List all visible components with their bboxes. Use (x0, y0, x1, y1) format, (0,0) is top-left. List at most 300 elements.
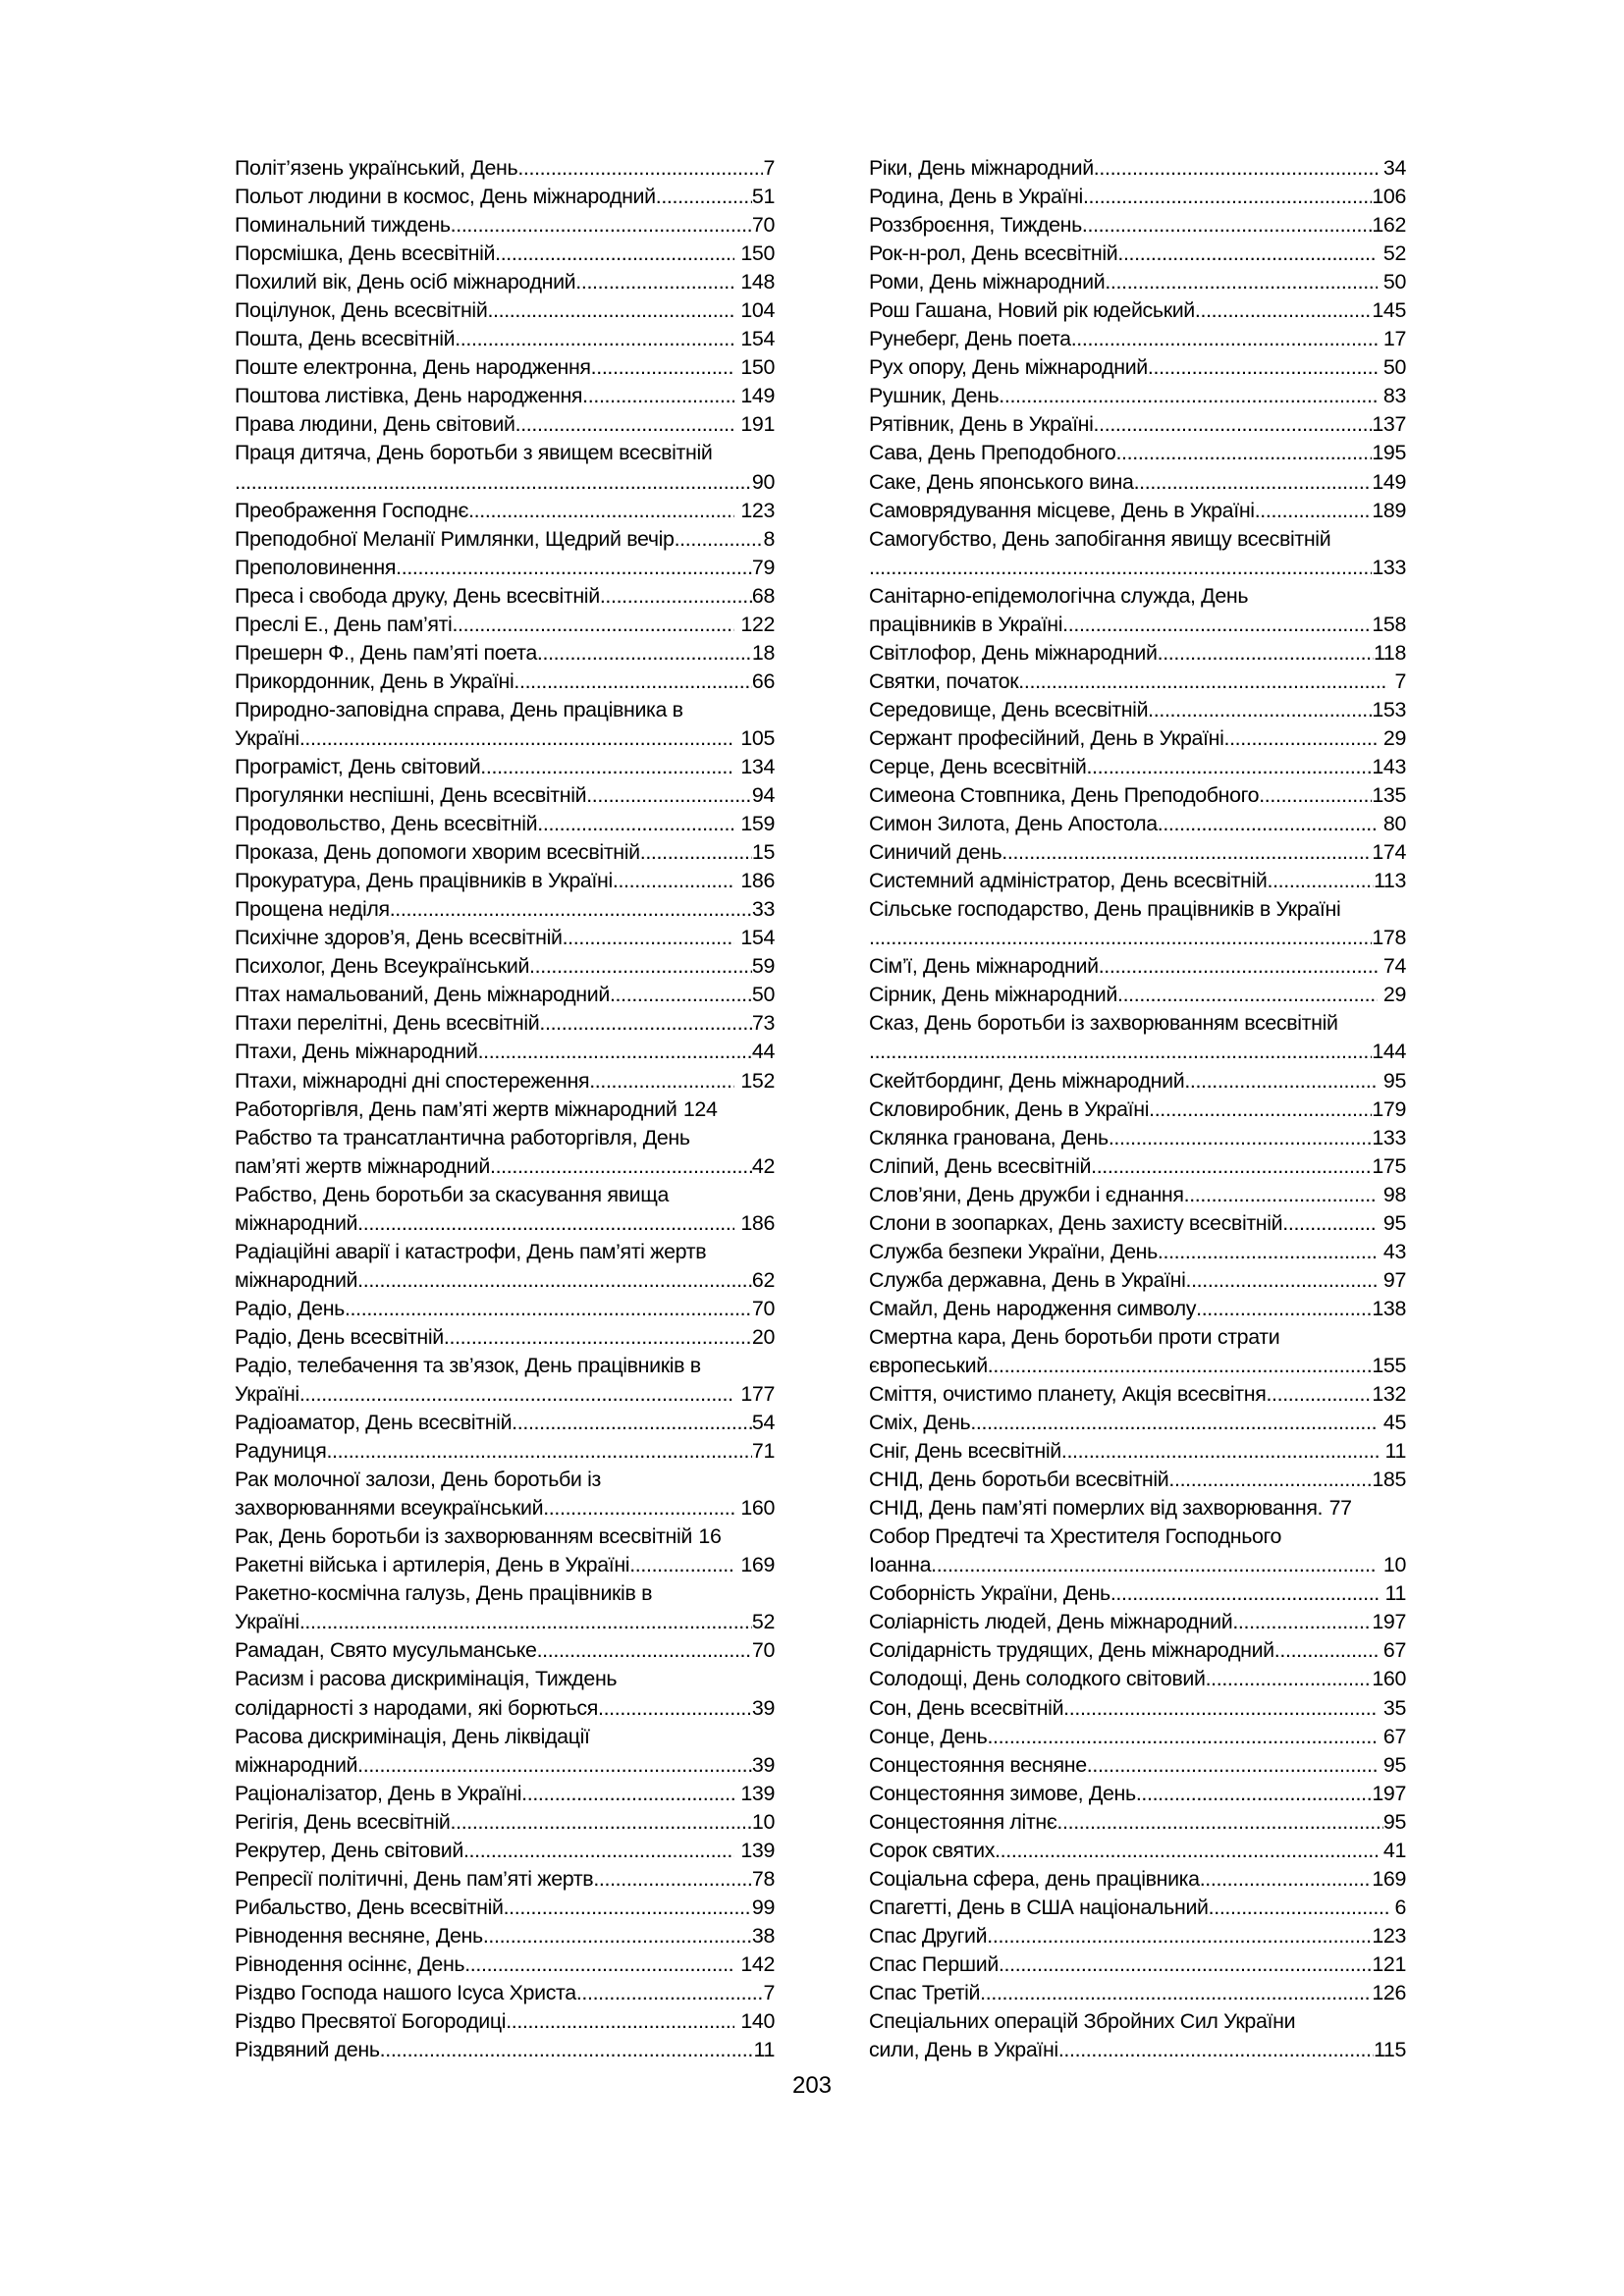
entry-term: Соліарність людей, День міжнародний (869, 1610, 1233, 1634)
entry-term: Прокуратура, День працівників в Україні (235, 869, 613, 893)
dot-leader (1209, 1894, 1388, 1922)
entry-last-line (235, 1522, 775, 1551)
dot-leader (506, 2007, 734, 2036)
entry-page-number: 150 (740, 355, 775, 380)
entry-term-line: Рабство, День боротьби за скасування явища (235, 1182, 670, 1206)
dot-leader (444, 1323, 752, 1352)
index-entry (869, 1808, 1406, 1837)
entry-page-number: 35 (1382, 1695, 1406, 1720)
index-entry (869, 1494, 1406, 1522)
index-entry (235, 240, 775, 268)
entry-last-line (235, 1380, 775, 1409)
dot-leader (451, 1808, 752, 1837)
index-entry (869, 753, 1406, 781)
index-entry (869, 1636, 1406, 1665)
entry-page-number: 73 (751, 1011, 775, 1036)
entry-last-line (869, 497, 1406, 525)
dot-leader (463, 1837, 734, 1865)
entry-term: СНІД, День пам’яті померлих від захворювання. (869, 1496, 1324, 1521)
entry-page-number: 133 (1372, 555, 1406, 579)
index-entry (869, 1067, 1406, 1095)
entry-term-line: Рабство та трансатлантична работоргівля, День (235, 1125, 690, 1149)
dot-leader (1117, 240, 1377, 268)
index-entry (869, 1095, 1406, 1124)
entry-page-number: 162 (1372, 213, 1406, 238)
index-entry (235, 810, 775, 838)
index-entry (869, 1950, 1406, 1979)
dot-leader (537, 1636, 752, 1665)
entry-page-number: 41 (1382, 1838, 1406, 1862)
entry-term: Сонце, День (869, 1724, 988, 1748)
dot-leader (1082, 211, 1372, 240)
entry-term: Симон Зилота, День Апостола (869, 812, 1158, 836)
index-entry (235, 1295, 775, 1323)
index-entry (869, 952, 1406, 981)
entry-page-number: 154 (740, 327, 775, 351)
page-number: 203 (791, 2072, 833, 2099)
entry-term: Сніг, День всесвітній (869, 1439, 1061, 1464)
index-entry (235, 611, 775, 639)
index-entry (235, 296, 775, 325)
index-entry (235, 952, 775, 981)
index-entry (869, 1409, 1406, 1437)
index-entry (869, 1522, 1406, 1579)
index-entry (235, 1950, 775, 1979)
entry-page-number: 113 (1373, 869, 1406, 893)
dot-leader (483, 1922, 752, 1950)
index-entry (869, 497, 1406, 525)
entry-term: Спас Третій (869, 1981, 981, 2004)
dot-leader (1282, 1209, 1377, 1238)
entry-page-number: 195 (1372, 441, 1406, 465)
index-column-left (235, 154, 775, 2064)
index-entry (235, 1723, 775, 1780)
dot-leader (1086, 753, 1372, 781)
entry-term: Різдвяний день (235, 2038, 380, 2062)
index-entry (235, 753, 775, 781)
dot-leader (675, 525, 764, 554)
entry-page-number: 70 (751, 213, 775, 238)
dot-leader (357, 1266, 752, 1295)
entry-last-line (235, 325, 775, 353)
dot-leader (1018, 667, 1388, 696)
dot-leader (1056, 1808, 1382, 1837)
index-entry (869, 1124, 1406, 1152)
entry-page-number: 16 (698, 1524, 722, 1549)
entry-page-number: 54 (751, 1411, 775, 1435)
entry-last-line (869, 1238, 1406, 1266)
entry-page-number: 134 (740, 754, 775, 778)
entry-term: Птахи, День міжнародний (235, 1040, 478, 1064)
entry-term-line: Расова дискримінація, День ліквідації (235, 1724, 590, 1748)
entry-last-line (869, 981, 1406, 1009)
entry-term: Політ’язень український, День (235, 156, 518, 180)
dot-leader (987, 1922, 1372, 1950)
dot-leader (1134, 468, 1373, 497)
entry-page-number: 177 (740, 1382, 775, 1407)
entry-last-line (235, 1437, 775, 1466)
dot-leader (495, 240, 734, 268)
entry-page-number: 160 (1372, 1667, 1406, 1691)
entry-last-line (235, 1636, 775, 1665)
entry-page-number: 122 (740, 612, 775, 636)
entry-last-line (869, 1751, 1406, 1780)
dot-leader (326, 1437, 751, 1466)
dot-leader (575, 268, 734, 296)
dot-leader (1148, 353, 1378, 382)
index-entry (235, 1636, 775, 1665)
entry-term: Радіоаматор, День всесвітній (235, 1411, 513, 1435)
entry-term: Рок-н-рол, День всесвітній (869, 241, 1118, 266)
entry-last-line (869, 1095, 1406, 1124)
entry-term: Скейтбординг, День міжнародний (869, 1068, 1185, 1093)
entry-page-number: 45 (1382, 1411, 1406, 1435)
entry-page-number: 155 (1372, 1353, 1406, 1377)
entry-term: Роззброєння, Тиждень (869, 213, 1082, 238)
dot-leader (869, 1038, 1372, 1066)
entry-last-line (869, 468, 1406, 497)
entry-page-number: 132 (1372, 1382, 1406, 1407)
entry-last-line (869, 1038, 1406, 1066)
dot-leader (1136, 1780, 1373, 1808)
entry-last-line (869, 696, 1406, 724)
dot-leader (1274, 1636, 1378, 1665)
entry-term: Іоанна (869, 1553, 932, 1577)
dot-leader (576, 1979, 764, 2007)
entry-last-line (235, 1837, 775, 1865)
entry-page-number: 135 (1372, 783, 1406, 808)
dot-leader (490, 1152, 752, 1181)
entry-page-number: 143 (1372, 754, 1406, 778)
entry-last-line (235, 1095, 775, 1124)
index-entry (869, 895, 1406, 952)
entry-last-line (869, 1409, 1406, 1437)
entry-last-line (869, 781, 1406, 810)
entry-last-line (235, 1694, 775, 1723)
dot-leader (1109, 1124, 1373, 1152)
index-column-right (869, 154, 1406, 2064)
index-entry (235, 667, 775, 696)
entry-term: Середовище, День всесвітній (869, 697, 1149, 721)
entry-page-number: 15 (751, 840, 775, 865)
entry-last-line (869, 1636, 1406, 1665)
dot-leader (380, 2036, 754, 2064)
index-entry (235, 924, 775, 952)
entry-last-line (869, 1124, 1406, 1152)
entry-page-number: 68 (751, 583, 775, 608)
dot-leader (487, 296, 734, 325)
dot-leader (1158, 810, 1378, 838)
entry-term: Рівнодення весняне, День (235, 1923, 483, 1948)
dot-leader (517, 154, 763, 183)
entry-last-line (869, 1437, 1406, 1466)
index-entry (869, 1665, 1406, 1693)
entry-last-line (869, 1694, 1406, 1723)
dot-leader (396, 554, 752, 582)
dot-leader (598, 1694, 752, 1723)
entry-term: Радуниця (235, 1439, 327, 1464)
entry-page-number: 139 (740, 1838, 775, 1862)
entry-page-number: 95 (1382, 1752, 1406, 1777)
entry-last-line (869, 667, 1406, 696)
entry-last-line (235, 497, 775, 525)
index-entry (869, 1266, 1406, 1295)
entry-page-number: 186 (740, 869, 775, 893)
dot-leader (869, 554, 1372, 582)
entry-page-number: 6 (1394, 1895, 1406, 1919)
dot-leader (613, 867, 734, 895)
dot-leader (1255, 497, 1373, 525)
entry-term: міжнародний (235, 1267, 358, 1292)
index-entry (235, 1409, 775, 1437)
dot-leader (1087, 1751, 1378, 1780)
entry-last-line (235, 2036, 775, 2064)
index-entry (869, 183, 1406, 211)
entry-last-line (235, 268, 775, 296)
index-entry (869, 639, 1406, 667)
entry-last-line (235, 1551, 775, 1579)
dot-leader (1267, 867, 1373, 895)
entry-last-line (235, 1494, 775, 1522)
dot-leader (980, 1979, 1372, 2007)
entry-page-number: 38 (751, 1923, 775, 1948)
entry-page-number: 50 (1382, 270, 1406, 294)
entry-last-line (869, 1209, 1406, 1238)
entry-last-line (235, 296, 775, 325)
entry-term-line: Природно-заповідна справа, День працівника в (235, 697, 683, 721)
entry-term: Рушник, День (869, 384, 1000, 408)
entry-term: Преполовинення (235, 555, 397, 579)
entry-last-line (235, 582, 775, 611)
entry-term: солідарності з народами, які борються (235, 1695, 598, 1720)
entry-last-line (869, 1723, 1406, 1751)
index-entry (869, 1009, 1406, 1066)
entry-term: Рятівник, День в Україні (869, 412, 1094, 437)
entry-page-number: 33 (751, 897, 775, 922)
entry-page-number: 149 (1372, 469, 1406, 494)
entry-last-line (869, 1808, 1406, 1837)
entry-page-number: 90 (751, 469, 775, 494)
entry-term: європеський (869, 1353, 988, 1377)
entry-term: Ріки, День міжнародний (869, 156, 1094, 180)
dot-leader (591, 353, 734, 382)
index-entry (869, 1979, 1406, 2007)
dot-leader (1062, 611, 1372, 639)
index-entry (235, 1979, 775, 2007)
entry-term: Україні (235, 1382, 299, 1407)
entry-term: пам’яті жертв міжнародний (235, 1153, 490, 1178)
entry-page-number: 95 (1382, 1068, 1406, 1093)
entry-term: Радіо, День всесвітній (235, 1324, 444, 1349)
dot-leader (1063, 1694, 1377, 1723)
entry-term: Сержант професійний, День в Україні (869, 725, 1224, 750)
entry-term: Пошта, День всесвітній (235, 327, 456, 351)
entry-term: Рунеберг, День поета (869, 327, 1071, 351)
entry-page-number: 39 (751, 1695, 775, 1720)
entry-term-line: Спеціальних операцій Збройних Сил України (869, 2009, 1296, 2034)
entry-term: Преподобної Меланії Римлянки, Щедрий вечір (235, 526, 675, 551)
entry-last-line (869, 1295, 1406, 1323)
index-entry (869, 2007, 1406, 2064)
dot-leader (1224, 724, 1378, 753)
entry-last-line (235, 1808, 775, 1837)
index-entry (869, 582, 1406, 639)
entry-page-number: 179 (1372, 1096, 1406, 1121)
index-entry (869, 325, 1406, 353)
entry-term: Преображення Господнє (235, 498, 469, 522)
index-entry (235, 211, 775, 240)
dot-leader (1185, 1266, 1377, 1295)
index-entry (869, 1295, 1406, 1323)
entry-term: Поцілунок, День всесвітній (235, 298, 488, 323)
dot-leader (1091, 1152, 1372, 1181)
entry-page-number: 185 (1372, 1468, 1406, 1492)
index-entry (235, 183, 775, 211)
index-entry (235, 439, 775, 496)
entry-page-number: 71 (751, 1439, 775, 1464)
entry-last-line (235, 1608, 775, 1636)
entry-page-number: 118 (1373, 640, 1406, 665)
entry-last-line (869, 296, 1406, 325)
entry-term: сили, День в Україні (869, 2038, 1058, 2062)
index-entry (869, 1837, 1406, 1865)
entry-page-number: 52 (1382, 241, 1406, 266)
index-entry (235, 1780, 775, 1808)
entry-term: міжнародний (235, 1752, 358, 1777)
entry-term: Поштова листівка, День народження (235, 384, 583, 408)
entry-term: Роми, День міжнародний (869, 270, 1106, 294)
dot-leader (357, 1751, 752, 1780)
entry-last-line (235, 468, 775, 497)
entry-term: Синичий день (869, 840, 1002, 865)
dot-leader (1266, 1380, 1372, 1409)
entry-term: Симеона Стовпника, День Преподобного (869, 783, 1260, 808)
entry-term: Служба державна, День в Україні (869, 1267, 1186, 1292)
entry-term-line: Радіо, телебачення та зв’язок, День працівників в (235, 1353, 701, 1377)
index-entry (869, 296, 1406, 325)
entry-last-line (235, 382, 775, 410)
dot-leader (1158, 639, 1374, 667)
entry-term: Работоргівля, День пам’яті жертв міжнародний (235, 1096, 677, 1121)
entry-last-line (869, 325, 1406, 353)
entry-page-number: 138 (1372, 1296, 1406, 1320)
entry-term: Прешерн Ф., День пам’яті поета (235, 640, 537, 665)
entry-last-line (869, 1865, 1406, 1894)
dot-leader (1105, 268, 1377, 296)
entry-last-line (235, 525, 775, 554)
dot-leader (1200, 1865, 1373, 1894)
entry-page-number: 104 (740, 298, 775, 323)
entry-page-number: 144 (1372, 1040, 1406, 1064)
entry-last-line (235, 1922, 775, 1950)
dot-leader (1001, 838, 1372, 867)
index-entry (235, 1067, 775, 1095)
entry-page-number: 70 (751, 1638, 775, 1663)
entry-last-line (235, 211, 775, 240)
entry-page-number: 154 (740, 926, 775, 950)
entry-term: працівників в Україні (869, 612, 1063, 636)
index-entry (235, 1009, 775, 1038)
dot-leader (504, 1894, 752, 1922)
entry-term: Репресії політичні, День пам’яті жертв (235, 1866, 594, 1891)
index-entry (869, 838, 1406, 867)
entry-last-line (235, 1780, 775, 1808)
entry-last-line (235, 1009, 775, 1038)
entry-term: Прогулянки неспішні, День всесвітній (235, 783, 587, 808)
entry-term: Соціальна сфера, день працівника (869, 1866, 1200, 1891)
entry-page-number: 7 (763, 1981, 775, 2004)
entry-page-number: 133 (1372, 1125, 1406, 1149)
entry-page-number: 34 (1382, 156, 1406, 180)
entry-page-number: 67 (1382, 1724, 1406, 1748)
entry-page-number: 189 (1372, 498, 1406, 522)
entry-term: Слов’яни, День дружби і єднання (869, 1182, 1184, 1206)
entry-last-line (869, 268, 1406, 296)
index-entry (869, 1466, 1406, 1494)
entry-page-number: 70 (751, 1296, 775, 1320)
entry-last-line (869, 753, 1406, 781)
entry-term: Прикордонник, День в Україні (235, 668, 514, 693)
dot-leader (869, 924, 1372, 952)
entry-last-line (235, 611, 775, 639)
dot-leader (600, 582, 752, 611)
entry-page-number: 169 (1372, 1866, 1406, 1891)
entry-page-number: 78 (751, 1866, 775, 1891)
index-entry (235, 2007, 775, 2036)
entry-term: Родина, День в Україні (869, 185, 1083, 209)
index-entry (235, 838, 775, 867)
entry-term: Святки, початок (869, 668, 1019, 693)
entry-page-number: 148 (740, 270, 775, 294)
entry-term: Рекрутер, День світовий (235, 1838, 463, 1862)
entry-last-line (869, 1266, 1406, 1295)
entry-page-number: 74 (1382, 954, 1406, 979)
entry-page-number: 115 (1373, 2038, 1406, 2062)
index-entry (869, 1181, 1406, 1209)
index-entry (235, 1808, 775, 1837)
entry-last-line (235, 1038, 775, 1066)
entry-term: Спас Другий (869, 1923, 988, 1948)
entry-page-number: 50 (1382, 355, 1406, 380)
entry-last-line (869, 183, 1406, 211)
entry-last-line (869, 382, 1406, 410)
entry-last-line (869, 353, 1406, 382)
entry-page-number: 149 (740, 384, 775, 408)
index-entry (869, 1380, 1406, 1409)
entry-page-number: 197 (1372, 1610, 1406, 1634)
entry-page-number: 137 (1372, 412, 1406, 437)
dot-leader (1196, 1295, 1372, 1323)
entry-term: захворюваннями всеукраїнський (235, 1496, 544, 1521)
dot-leader (610, 981, 752, 1009)
entry-page-number: 43 (1382, 1239, 1406, 1263)
entry-last-line (235, 183, 775, 211)
dot-leader (1195, 296, 1372, 325)
entry-term: Рамадан, Свято мусульманське (235, 1638, 537, 1663)
entry-page-number: 83 (1382, 384, 1406, 408)
dot-leader (995, 1837, 1377, 1865)
entry-page-number: 95 (1382, 1809, 1406, 1834)
entry-last-line (235, 724, 775, 753)
index-entry (869, 1723, 1406, 1751)
entry-last-line (235, 1067, 775, 1095)
entry-term: Солодощі, День солодкого світовий (869, 1667, 1206, 1691)
entry-term-line: Радіаційні аварії і катастрофи, День пам’яті жертв (235, 1239, 707, 1263)
dot-leader (1158, 1238, 1378, 1266)
entry-term: Сліпий, День всесвітній (869, 1153, 1092, 1178)
entry-page-number: 79 (751, 555, 775, 579)
entry-last-line (235, 1152, 775, 1181)
